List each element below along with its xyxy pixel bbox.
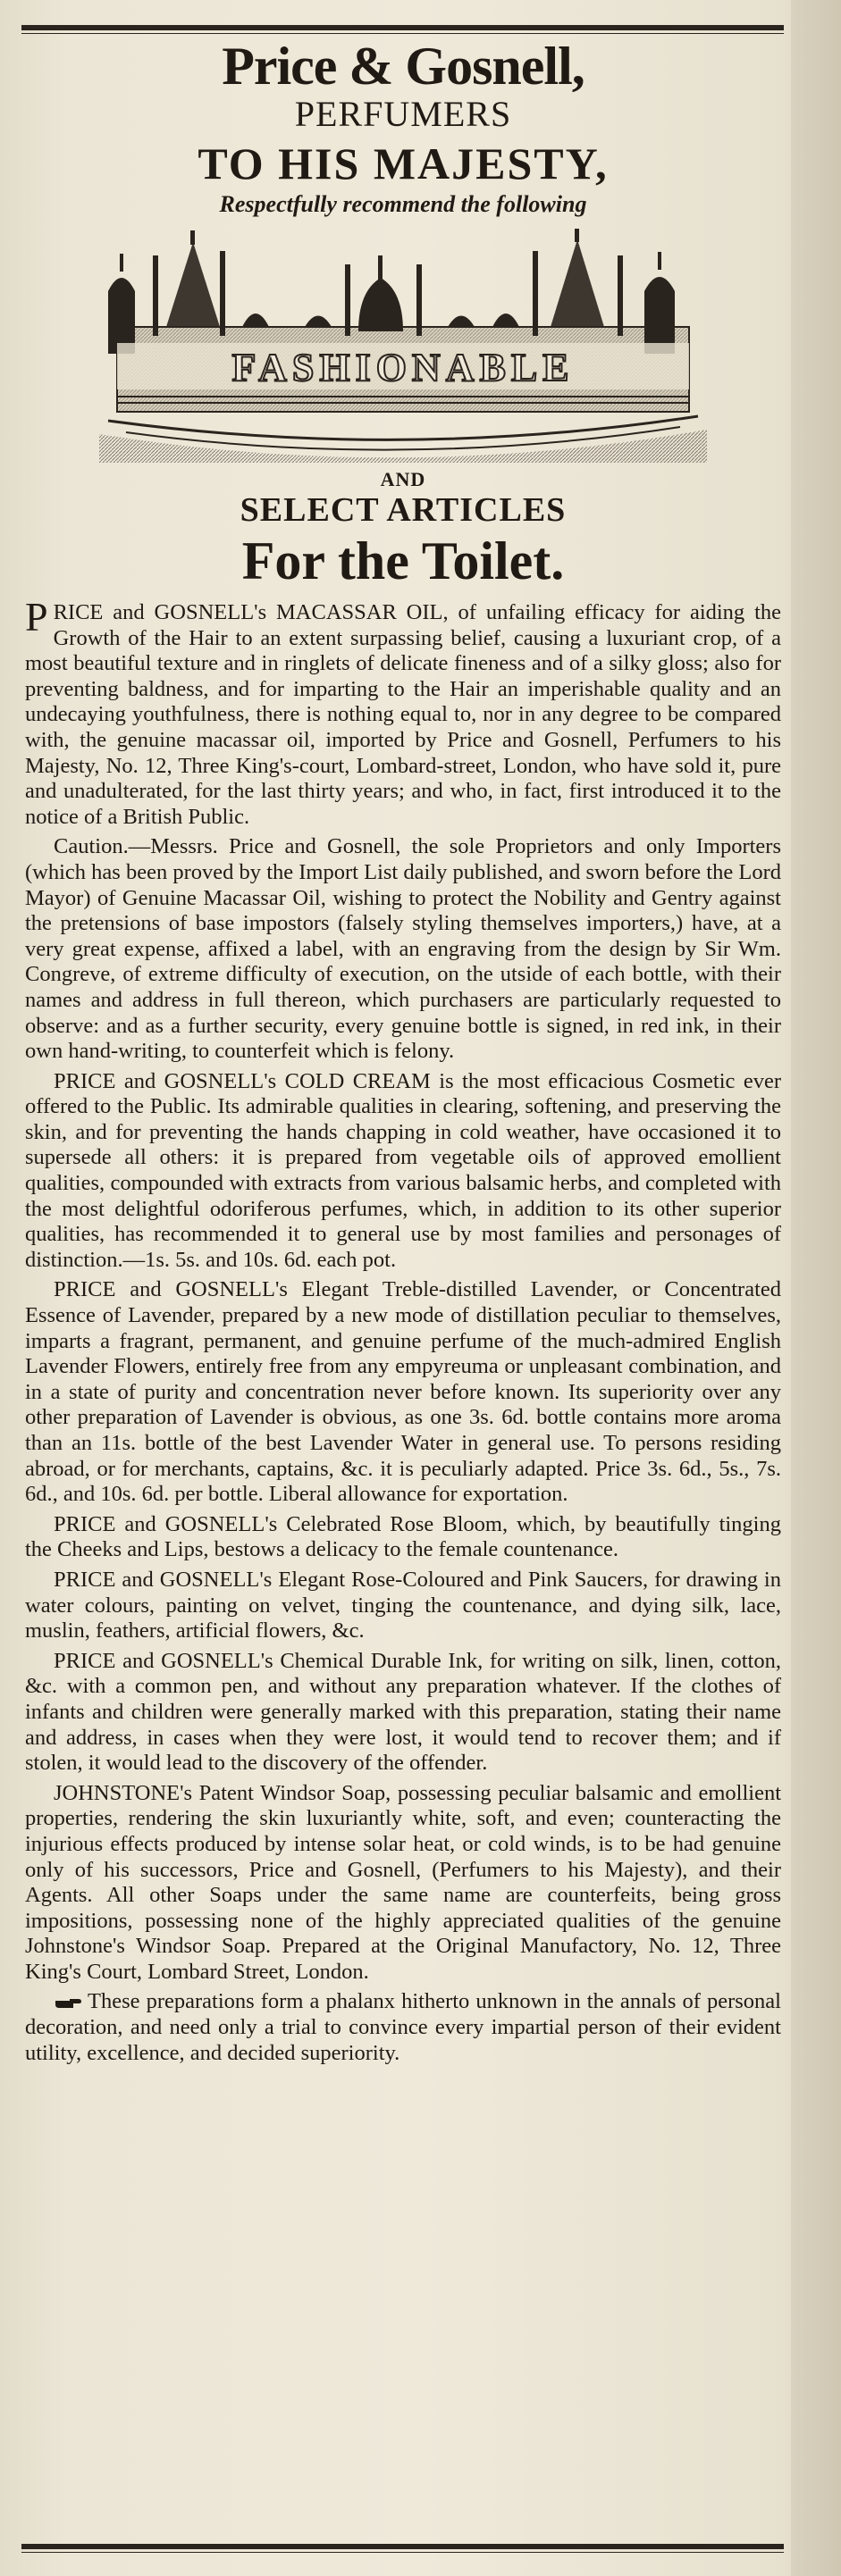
firm-name: Price & Gosnell,	[222, 37, 584, 96]
paragraph-ink: PRICE and GOSNELL's Chemical Durable Ink, for writing on silk, linen, cotton, &c. with a common pen, and without any preparation whatever. If the clothes of infants and children were generally marked with this preparation, stating their name and address, in cases when they were lost, it would tend to recover them; and if stolen, it would lead to the discovery of the offender.	[25, 1648, 781, 1776]
paragraph-macassar-oil	[25, 594, 781, 830]
paragraph-cold-cream: PRICE and GOSNELL's COLD CREAM is the most efficacious Cosmetic ever offered to the Public. Its admirable qualities in clearing, softening, and preserving the skin, and for preventing the hands chapping in cold weather, have occasioned it to supersede all others: it is prepared from vegetable oils of approved emollient qualities, compounded with extracts from various balsamic herbs, and completed with the most delightful odoriferous perfumes, which, in addition to its other superior qualities, has recommended it to general use by most families and personages of distinction.—1s. 5s. and 10s. 6d. each pot.	[25, 1068, 781, 1272]
paragraph-rose-bloom: PRICE and GOSNELL's Celebrated Rose Bloom, which, by beautifully tinging the Cheeks and Lips, bestows a delicacy to the female countenance.	[25, 1511, 781, 1562]
paragraph-closing	[25, 1989, 781, 2066]
page-edge	[791, 0, 841, 2576]
top-rule	[21, 25, 784, 34]
paragraph-windsor-soap: JOHNSTONE's Patent Windsor Soap, possessing peculiar balsamic and emollient properties, rendering the skin luxuriantly white, soft, and even; counteracting the injurious effects produced by intense solar heat, or cold winds, is to be had genuine only of his successors, Price and Gosnell, (Perfumers to his Majesty), and their Agents. All other Soaps under the same name are counterfeits, being gross impositions, possessing none of the highly appreciated qualities of the genuine Johnstone's Windsor Soap. Prepared at the Original Manufactory, No. 12, Three King's Court, Lombard Street, London.	[25, 1780, 781, 1984]
select-articles: SELECT ARTICLES	[240, 491, 567, 529]
paragraph-lavender: PRICE and GOSNELL's Elegant Treble-distilled Lavender, or Concentrated Essence of Lavender, prepared by a new mode of distillation peculiar to themselves, imparts a fragrant, permanent, and genuine perfume of the much-admired English Lavender Flowers, entirely free from any empyreuma or unpleasant combination, and in a state of purity and concentration never before known. Its superiority over any other preparation of Lavender is obvious, as one 3s. 6d. bottle contains more aroma than an 11s. bottle of the best Lavender Water in general use. To persons residing abroad, or for merchants, captains, &c. it is peculiarly adapted. Price 3s. 6d., 5s., 7s. 6d., and 10s. 6d. per bottle. Liberal allowance for exportation.	[25, 1277, 781, 1507]
pavilion-engraving	[90, 229, 716, 463]
patron-line: TO HIS MAJESTY,	[198, 138, 609, 188]
paragraph-text: These preparations form a phalanx hitherto unknown in the annals of personal decoration, and need only a trial to convince every impartial person of their evident utility, excellence, and decided superiority.	[25, 1989, 781, 2065]
paragraph-saucers: PRICE and GOSNELL's Elegant Rose-Coloured and Pink Saucers, for drawing in water colours, painting on velvet, tinging the countenance, and dying silk, lace, muslin, feathers, artificial flowers, &c.	[25, 1567, 781, 1643]
ad-header	[25, 39, 781, 588]
drop-cap: P	[25, 594, 48, 640]
paragraph-text: RICE and GOSNELL's MACASSAR OIL, of unfailing efficacy for aiding the Growth of the Hair to an extent surpassing belief, causing a luxuriant crop, of a most beautiful texture and in ringlets of delicate fineness and of a silky gloss; also for preventing baldness, and for imparting to the Hair an imperishable quality and an undecaying youthfulness, there is nothing equal to, nor in any degree to be compared with, the genuine macassar oil, imported by Price and Gosnell, Perfumers to his Majesty, No. 12, Three King's-court, Lombard-street, London, who have sold it, pure and unadulterated, for the last thirty years; and who, in fact, first introduced it to the notice of a British Public.	[25, 600, 781, 829]
engraving-word: FASHIONABLE	[231, 346, 575, 389]
advertisement	[25, 36, 781, 2070]
trade-line: PERFUMERS	[294, 94, 512, 134]
ad-body	[25, 594, 781, 2066]
recommend-line: Respectfully recommend the following	[219, 191, 587, 217]
bottom-rule	[21, 2544, 784, 2553]
paragraph-caution: Caution.—Messrs. Price and Gosnell, the sole Proprietors and only Importers (which has been proved by the Import List daily published, and sworn before the Lord Mayor) of Genuine Macassar Oil, wishing to protect the Nobility and Gentry against the pretensions of base impostors (falsely styling themselves importers,) have, at a very great expense, affixed a label, with an engraving from the design by Sir Wm. Congreve, of extreme difficulty of execution, on the utside of each bottle, with their names and address in full thereon, which purchasers are particularly requested to observe: and as a further security, every genuine bottle is signed, in red ink, in their own hand-writing, to counterfeit which is felony.	[25, 834, 781, 1064]
and-line: AND	[380, 468, 426, 490]
pointing-hand-icon	[54, 1996, 82, 2011]
toilet-title: For the Toilet.	[241, 531, 565, 590]
